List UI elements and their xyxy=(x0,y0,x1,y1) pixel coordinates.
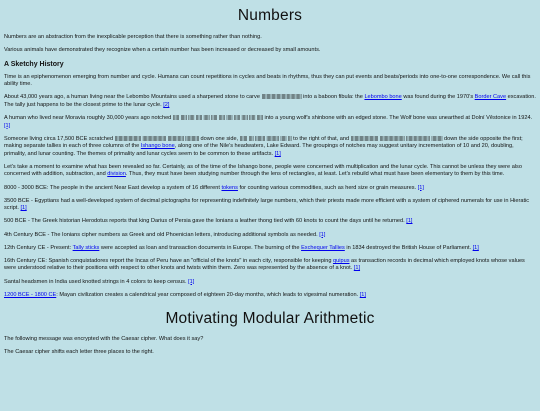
paragraph-time: Time is an epiphenomenon emerging from number and cycle. Humans can count repetitions in cycles and beats in rhythms, thus they can put events and beats/periods into one-to-one correspondence. We call this ability time. xyxy=(4,73,531,88)
link-tally-sticks[interactable]: Tally sticks xyxy=(72,244,100,251)
text: About 43,000 years ago, a human living near the Lebombo Mountains used a sharpened stone to carve xyxy=(4,94,262,101)
ref-link[interactable]: [1] xyxy=(359,291,366,298)
text: , along one of the Nile's headwaters, Lake Edward. The groupings of notches may suggest unitary incrementation of 10 and 20, doubling, primality, and lunar counting. The themes of primality and lunar cycles seem to be common to these artifacts. xyxy=(4,143,514,157)
text: 8000 - 3000 BCE: The people in the ancient Near East develop a system of 16 different xyxy=(4,184,222,191)
text: 3500 BCE - Egyptians had a well-developed system of decimal pictographs for representing indefinitely large numbers, which their priests made more efficient with a system of ciphered numerals for use in Hieratic script. xyxy=(4,197,530,212)
section-title-modular-arithmetic: Motivating Modular Arithmetic xyxy=(165,310,375,328)
ref-link[interactable]: [1] xyxy=(4,122,11,129)
page xyxy=(0,6,540,357)
text: into a young wolf's shinbone with an edged stone. The Wolf bone was unearthed at Dolní Věstonice in 1924. xyxy=(262,115,533,122)
timeline-500-bce xyxy=(4,218,536,226)
intro-paragraph-1: Numbers are an abstraction from the inexplicable perception that there is something rather than nothing. xyxy=(4,33,262,40)
ref-link[interactable]: [1] xyxy=(406,218,413,225)
timeline-4th-century-bce xyxy=(4,232,536,240)
text: Someone living circa 17,500 BCE scratched xyxy=(4,135,115,142)
ref-link[interactable]: [1] xyxy=(353,265,361,272)
text: A human who lived near Moravia roughly 30,000 years ago notched xyxy=(4,115,173,122)
text: 4th Century BCE - The Ionians cipher numbers as Greek and old Phoenician letters, introducing additional symbols as needed. xyxy=(4,231,320,238)
text: Santal headsmen in India used knotted strings in 4 colors to keep census. xyxy=(4,278,189,285)
text: Let's take a moment to examine what has been revealed so far. Certainly, as of the time of the Ishango bone, people were concerned with multiplication and the lunar cycle. This cannot be unless they were also concerned with addition, subtraction, and xyxy=(4,163,522,178)
timeline-3500-bce xyxy=(4,198,536,213)
text: 500 BCE - The Greek historian Herodotus reports that king Darius of Persia gave the Ionians a leather thong tied with 60 knots to count the days until he returned. xyxy=(4,218,407,225)
link-quipus[interactable]: quipus xyxy=(333,257,350,264)
ref-link[interactable]: [1] xyxy=(319,231,326,238)
text: was found during the 1970's xyxy=(401,94,475,101)
paragraph-moment xyxy=(4,164,536,179)
tally-marks: ||||| ||||| ||||| ||||| ||||| ||||| ||||| ||||| ||||| ||||| ||||| ||||| xyxy=(172,115,263,122)
link-1200-bce-1800-ce[interactable]: 1200 BCE - 1800 CE xyxy=(4,291,57,298)
ref-link[interactable]: [1] xyxy=(20,205,27,212)
ref-link[interactable]: [1] xyxy=(417,184,424,191)
link-exchequer-tallies[interactable]: Exchequer Tallies xyxy=(301,244,345,251)
paragraph-ishango xyxy=(4,136,536,159)
ref-link[interactable]: [1] xyxy=(472,244,479,251)
text: for counting various commodities, such as herd size or grain measures. xyxy=(237,184,418,191)
text: down one side, xyxy=(198,135,240,142)
page-title: Numbers xyxy=(237,7,303,24)
paragraph-caesar-shift: The Caesar cipher shifts each letter three places to the right. xyxy=(4,349,154,356)
text: 12th Century CE - Present: xyxy=(4,244,73,251)
paragraph-moravia xyxy=(4,115,536,130)
text: : Mayan civilization creates a calendrical year composed of eighteen 20-day months, which leads to vigesimal numeration. xyxy=(56,291,360,298)
text: . Thus, they must have been studying number through the lens of rectangles, at least. Let's rebuild what must have been elementary to them by this time. xyxy=(125,171,505,178)
tally-marks: |||||||||||||||||||||| |||||||||||||||||||| ||||||||||||||||||| ||||||||| xyxy=(350,135,443,142)
tally-marks: |||||| |||| |||||||| |||||||||| ||||| ||| xyxy=(239,135,292,142)
text: in 1834 destroyed the British House of Parliament. xyxy=(344,244,473,251)
intro-paragraph-2: Various animals have demonstrated they recognize when a certain number has been increased or decreased by small amounts. xyxy=(4,47,321,54)
text: as transaction records in decimal which employed knots whose values were understood relative to their positions with respect to other knots and twists within them. Zero was represented by the absence of a knot. xyxy=(4,257,525,272)
paragraph-caesar-question: The following message was encrypted with the Caesar cipher. What does it say? xyxy=(4,336,204,343)
text: excavation. The tally just happens to be the closest prime to the lunar cycle. xyxy=(4,94,536,108)
link-border-cave[interactable]: Border Cave xyxy=(474,94,507,101)
timeline-16th-century-ce xyxy=(4,258,536,273)
timeline-8000-bce xyxy=(4,185,536,193)
text: 16th Century CE: Spanish conquistadores report the Incas of Peru have an "official of the knots" in each city, responsible for keeping xyxy=(4,257,334,264)
text: into a baboon fibula: the xyxy=(301,94,365,101)
link-ishango-bone[interactable]: Ishango bone xyxy=(140,143,175,150)
timeline-mayan xyxy=(4,292,536,300)
ref-link[interactable]: [1] xyxy=(274,150,281,157)
link-tokens[interactable]: tokens xyxy=(221,184,238,191)
ref-link[interactable]: [1] xyxy=(188,278,195,285)
paragraph-lebombo xyxy=(4,94,536,109)
link-division[interactable]: division xyxy=(107,171,126,178)
paragraph-santal xyxy=(4,279,536,287)
tally-marks: ||||||||||||||||||||| ||||||||||||||||||| ||||||||||||| ||||||||||| xyxy=(114,135,199,142)
link-lebombo-bone[interactable]: Lebombo bone xyxy=(364,94,402,101)
timeline-12th-century-ce xyxy=(4,245,536,253)
text: down the side opposite the first; making separate tallies in each of three columns of the xyxy=(4,135,523,150)
section-heading-history: A Sketchy History xyxy=(4,61,64,69)
text: were accepted as loan and transaction documents in Europe. The burning of the xyxy=(99,244,302,251)
tally-marks: |||||||||||||||||||||||||||||||| xyxy=(261,94,302,101)
ref-link[interactable]: [2] xyxy=(163,101,170,108)
text: to the right of that, and xyxy=(291,135,351,142)
